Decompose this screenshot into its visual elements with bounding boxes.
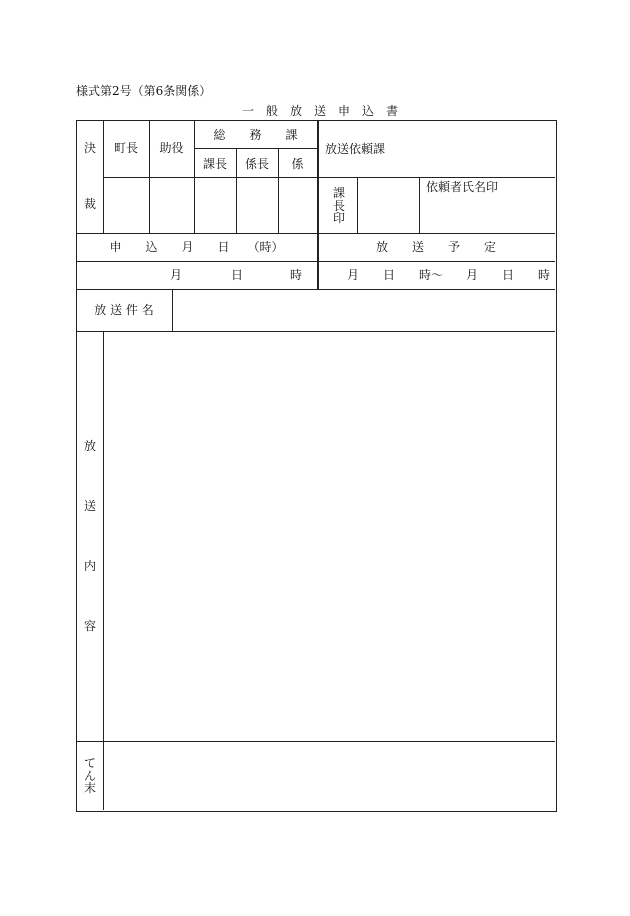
requester-name-seal-label: 依頼者氏名印 — [426, 180, 499, 194]
application-hour: 時 — [290, 268, 303, 282]
requesting-dept-label: 放送依頼課 — [325, 142, 386, 156]
seal-char-2: 長 — [332, 198, 345, 213]
attachments-label — [82, 757, 98, 795]
content-field[interactable] — [108, 336, 550, 736]
broadcast-schedule-label: 放 送 予 定 — [375, 240, 496, 254]
mayor-label: 町長 — [113, 141, 138, 155]
deputy-label: 助役 — [159, 141, 184, 155]
row-line — [317, 177, 555, 178]
content-label — [82, 440, 98, 632]
seal-char-1: 課 — [332, 186, 345, 200]
application-datetime-label: 申 込 月 日 （時） — [109, 240, 284, 254]
row-line — [76, 261, 555, 262]
col-line — [357, 177, 358, 233]
row-line — [76, 289, 555, 290]
attachments-field[interactable] — [108, 746, 550, 806]
application-day: 日 — [231, 268, 244, 282]
attachments-char-2: ん — [83, 768, 96, 783]
row-line — [194, 148, 317, 149]
schedule-month-1: 月 — [347, 268, 360, 282]
col-line — [149, 120, 150, 233]
application-month: 月 — [170, 268, 183, 282]
row-line — [76, 741, 555, 742]
approval-label-1: 決 — [84, 141, 97, 155]
col-line — [419, 177, 420, 233]
approval-label-2: 裁 — [84, 197, 97, 211]
row-line — [76, 331, 555, 332]
content-char-3: 内 — [83, 559, 96, 573]
schedule-month-2: 月 — [466, 268, 479, 282]
attachments-char-1: て — [83, 756, 96, 770]
content-char-4: 容 — [83, 619, 96, 633]
row-line — [76, 233, 555, 234]
subsection-chief-label: 係長 — [244, 157, 269, 171]
content-char-1: 放 — [83, 439, 96, 453]
col-line — [317, 120, 319, 289]
subject-field[interactable] — [180, 304, 540, 318]
schedule-day-1: 日 — [383, 268, 396, 282]
col-line — [103, 120, 104, 233]
section-chief-seal-label — [331, 187, 347, 225]
col-line — [172, 289, 173, 331]
content-char-2: 送 — [83, 499, 96, 513]
form-title: 一 般 放 送 申 込 書 — [241, 104, 398, 118]
subject-label: 放 送 件 名 — [94, 303, 154, 317]
section-chief-label: 課長 — [202, 157, 227, 171]
schedule-day-2: 日 — [502, 268, 515, 282]
attachments-char-3: 末 — [83, 781, 96, 796]
form-number: 様式第2号（第6条関係） — [76, 84, 212, 98]
schedule-hour-1: 時〜 — [419, 268, 444, 282]
general-affairs-label: 総 務 課 — [213, 128, 298, 142]
col-line — [103, 331, 104, 810]
staff-label: 係 — [291, 157, 304, 171]
schedule-hour-2: 時 — [538, 268, 551, 282]
row-line — [103, 177, 317, 178]
seal-char-3: 印 — [332, 211, 345, 226]
